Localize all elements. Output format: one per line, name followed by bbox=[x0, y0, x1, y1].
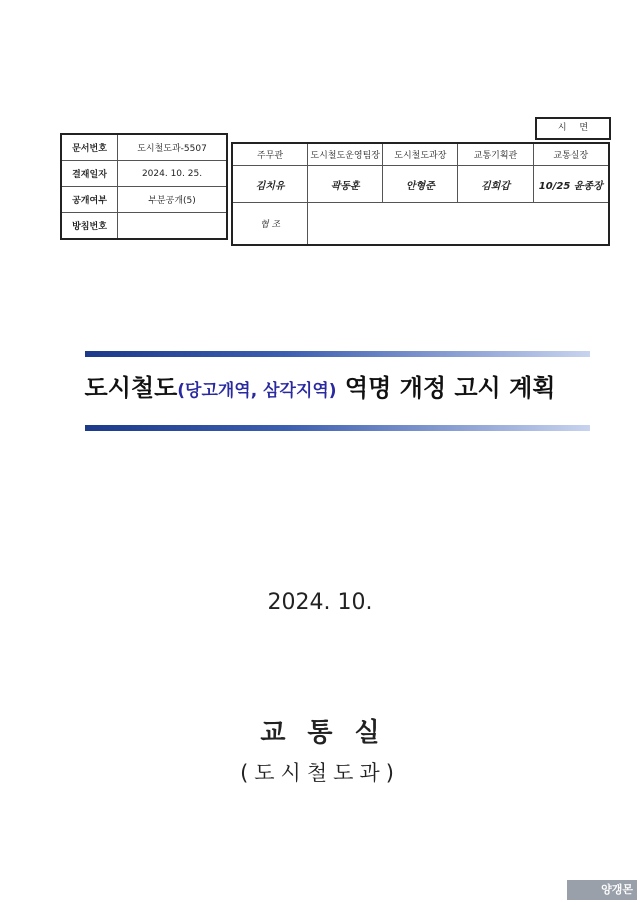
label: 공개여부 bbox=[61, 187, 118, 213]
title-text: 역명 개정 고시 계획 bbox=[336, 374, 556, 402]
watermark: 양갱몬 bbox=[567, 880, 637, 900]
title-bar-top bbox=[85, 351, 590, 357]
header-cell: 주무관 bbox=[232, 143, 308, 166]
table-row bbox=[61, 187, 227, 213]
table-row bbox=[61, 213, 227, 240]
value: 2024. 10. 25. bbox=[118, 161, 228, 187]
signature-cell: 김희갑 bbox=[458, 166, 533, 203]
label: 문서번호 bbox=[61, 134, 118, 161]
signature-cell: 10/25 윤종장 bbox=[533, 166, 609, 203]
header-cell: 도시철도과장 bbox=[383, 143, 458, 166]
sign-box: 시 면 bbox=[535, 117, 611, 140]
table-row bbox=[232, 203, 609, 246]
document-info-table bbox=[60, 133, 228, 240]
cooperation-cell bbox=[308, 203, 609, 246]
signature-cell: 김치유 bbox=[232, 166, 308, 203]
label: 결재일자 bbox=[61, 161, 118, 187]
table-row bbox=[61, 161, 227, 187]
approval-table bbox=[231, 142, 610, 246]
header-cell: 교통기획관 bbox=[458, 143, 533, 166]
office-name: 교통실 bbox=[260, 718, 402, 748]
document-date: 2024. 10. bbox=[267, 590, 373, 615]
title-subtext: (당고개역, 삼각지역) bbox=[177, 381, 337, 401]
signature-cell: 곽동훈 bbox=[308, 166, 383, 203]
value: 부분공개(5) bbox=[118, 187, 228, 213]
title-bar-bottom bbox=[85, 425, 590, 431]
value: 도시철도과-5507 bbox=[118, 134, 228, 161]
table-row bbox=[61, 134, 227, 161]
header-cell: 교통실장 bbox=[533, 143, 609, 166]
page-title bbox=[0, 368, 640, 403]
signature-cell: 안형준 bbox=[383, 166, 458, 203]
department-name: (도시철도과) bbox=[240, 761, 400, 785]
value bbox=[118, 213, 228, 240]
table-row bbox=[232, 166, 609, 203]
title-text: 도시철도 bbox=[84, 374, 178, 402]
table-row bbox=[232, 143, 609, 166]
cooperation-label: 협 조 bbox=[232, 203, 308, 246]
label: 방침번호 bbox=[61, 213, 118, 240]
header-cell: 도시철도운영팀장 bbox=[308, 143, 383, 166]
